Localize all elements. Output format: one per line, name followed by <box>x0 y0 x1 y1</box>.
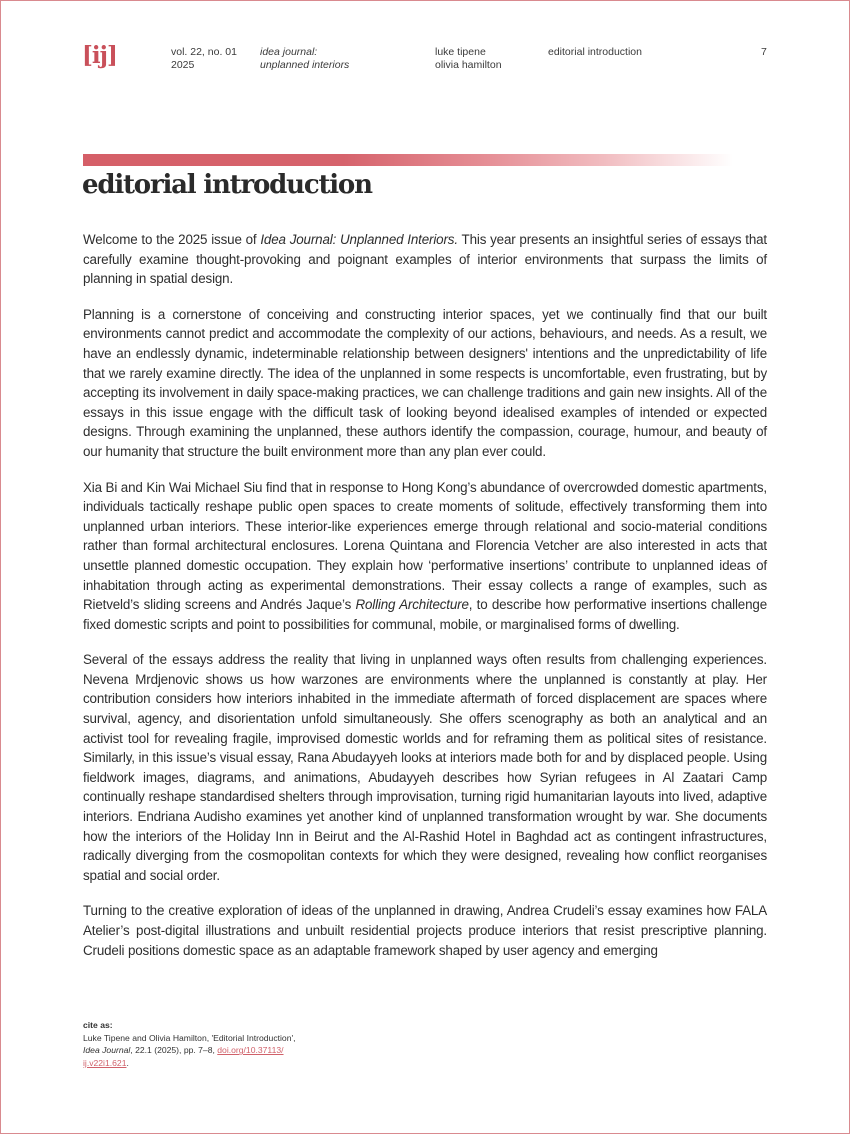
paragraph <box>83 230 767 289</box>
header-page-number <box>761 46 767 59</box>
paragraph-text: Welcome to the 2025 issue of <box>83 232 261 247</box>
paragraph: Turning to the creative exploration of ideas of the unplanned in drawing, Andrea Crudeli’s essay examines how FALA Atelier’s post-digital illustrations and unbuilt residential projects produce interiors that resist prescriptive planning. Crudeli positions domestic space as an adaptable framework shaped by user agency and emerging <box>83 903 767 958</box>
section-name: editorial introduction <box>548 46 642 58</box>
paragraph-text: Xia Bi and Kin Wai Michael Siu find that in response to Hong Kong’s abundance of overcrowded domestic apartments, individuals tactically reshape public open spaces to create moments of solitude, effectively transforming them into unplanned urban interiors. These interior-like experiences emerge through relational and socio-material conditions rather than formal architectural enclosures. Lorena Quintana and Florencia Vetcher are also interested in acts that unsettle planned domestic occupation. They explain how ‘performative insertions’ contribute to unplanned ideas of inhabitation through acting as experimental demonstrations. Their essay collects a range of examples, such as Rietveld’s sliding screens and Andrés Jaque’s <box>83 479 767 613</box>
citation-details: , 22.1 (2025), pp. 7–8, <box>130 1045 218 1056</box>
journal-name: idea journal: <box>260 46 318 58</box>
citation-journal: Idea Journal <box>83 1045 131 1056</box>
citation-authors: Luke Tipene and Olivia Hamilton, 'Editorial Introduction', <box>83 1032 296 1043</box>
page-title: editorial introduction <box>82 170 372 200</box>
author-name: luke tipene <box>435 46 486 58</box>
page-number: 7 <box>761 46 767 58</box>
doi-link-continued[interactable]: ij.v22i1.621 <box>83 1057 127 1068</box>
journal-logo: [ij] <box>82 42 117 69</box>
header-volume <box>171 46 237 72</box>
issue-theme: unplanned interiors <box>260 59 350 71</box>
citation-end: . <box>126 1057 129 1068</box>
paragraph-text: , to describe how performative insertions challenge fixed domestic scripts and point to possibilities for communal, mobile, or marginalised forms of dwelling. <box>83 597 767 632</box>
paragraph: Planning is a cornerstone of conceiving and constructing interior spaces, yet we continually find that our built environments cannot predict and accommodate the complexity of our actions, behaviours, and needs. As a result, we have an endlessly dynamic, indeterminable relationship between designers' intentions and the unpredictability of life that we rarely examine directly. The idea of the unplanned in some respects is uncomfortable, even frustrating, but by accepting its involvement in daily space-making practices, we can challenge traditions and gain new insights. All of the essays in this issue engage with the difficult task of looking beyond idealised examples of intended or expected designs. Through examining the unplanned, these authors identify the compassion, courage, humour, and beauty of our humanity that structure the built environment more than any plan ever could. <box>83 306 767 459</box>
doi-link[interactable]: doi.org/10.37113/ <box>217 1045 284 1056</box>
paragraph: Several of the essays address the reality that living in unplanned ways often results from challenging experiences. Nevena Mrdjenovic shows us how warzones are environments where the unplanned is constantly at play. Her contribution considers how interiors inhabited in the immediate aftermath of forced displacement are spaces where survival, agency, and disorientation unfold simultaneously. She offers scenography as both an analytical and an activist tool for revealing fragile, improvised domestic worlds and for reframing them as political sites of resistance. Similarly, in this issue’s visual essay, Rana Abudayyeh looks at interiors made both for and by displaced people. Using fieldwork images, diagrams, and animations, Abudayyeh describes how Syrian refugees in Al Zaatari Camp continually reshape standardised shelters through improvisation, turning rigid humanitarian layouts into lived, adaptive interiors. Endriana Audisho examines yet another kind of unplanned transformation wrought by war. She documents how the interiors of the Holiday Inn in Beirut and the Al-Rashid Hotel in Baghdad act as contingent infrastructures, radically diverging from the cosmopolitan contexts for which they were designed, revealing how conflict reorganises spatial and social order. <box>83 652 767 883</box>
accent-gradient-bar <box>83 154 733 166</box>
author-name: olivia hamilton <box>435 59 502 71</box>
article-body <box>83 230 767 976</box>
paragraph <box>83 478 767 635</box>
work-title-italic: Rolling Architecture <box>355 597 469 613</box>
paragraph-text: This year presents an insightful series of essays that carefully examine thought-provoking and poignant examples of interior environments that surpass the limits of planning in spatial design. <box>83 232 767 287</box>
header-authors <box>435 46 502 72</box>
journal-title-italic: Idea Journal: Unplanned Interiors. <box>260 232 458 247</box>
citation-block <box>83 1019 343 1069</box>
citation-label: cite as: <box>83 1020 113 1030</box>
header-section <box>548 46 642 59</box>
volume-number: vol. 22, no. 01 <box>171 46 237 58</box>
volume-year: 2025 <box>171 59 195 71</box>
header-journal <box>260 46 349 72</box>
